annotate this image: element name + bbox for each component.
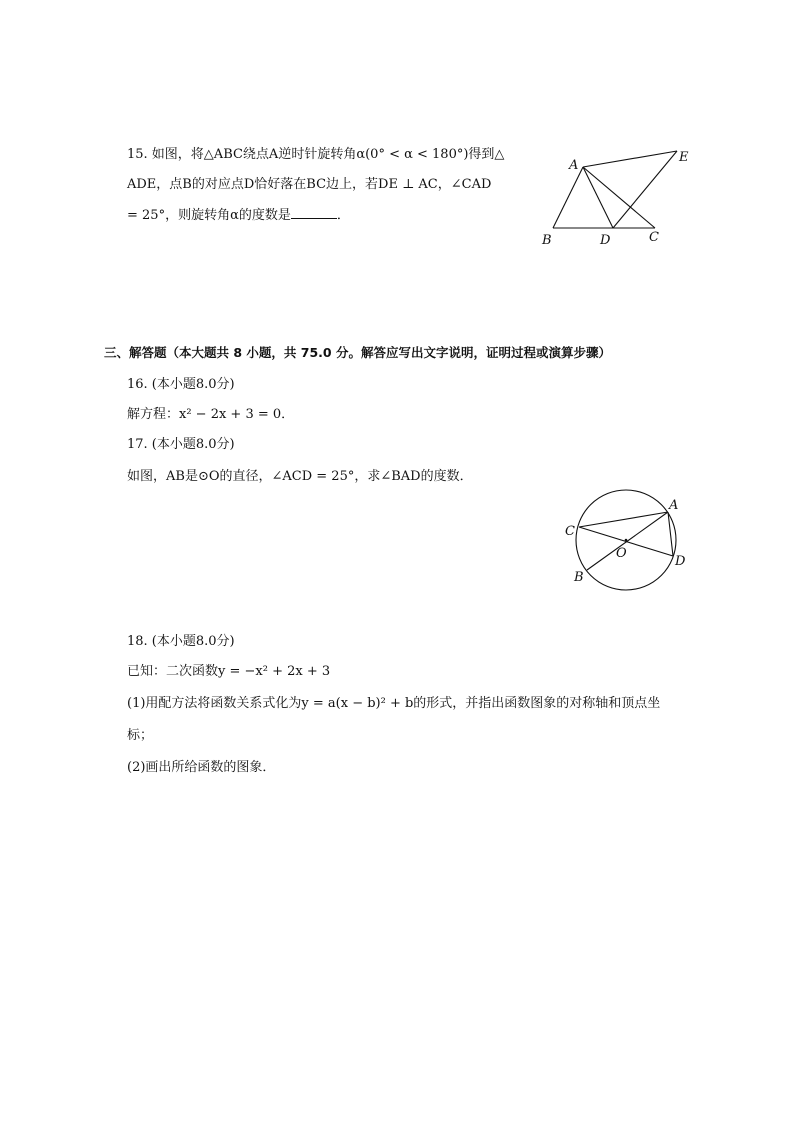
segment-ad — [583, 167, 613, 228]
label-c: C — [649, 230, 659, 245]
label-a: A — [669, 498, 679, 513]
q15-line-3-end: ． — [336, 208, 350, 223]
section-3-heading: 三、解答题（本大题共 8 小题，共 75.0 分。解答应写出文字说明，证明过程或演算步骤） — [104, 345, 611, 360]
q15-line-1: 15. 如图，将△ABC绕点A逆时针旋转角α(0° < α < 180°)得到△ — [127, 147, 505, 162]
segment-ad — [668, 512, 673, 556]
segment-ae — [583, 151, 677, 167]
q15-line-3-text: = 25°，则旋转角α的度数是 — [127, 208, 291, 223]
label-a: A — [569, 158, 579, 173]
center-point — [625, 539, 628, 542]
q17-circle-figure — [560, 485, 700, 595]
segment-ac — [583, 167, 655, 228]
q18-part-1-line-1: (1)用配方法将函数关系式化为y = a(x − b)² + b的形式，并指出函数图象的对称轴和顶点坐 — [127, 696, 661, 711]
segment-ab — [587, 512, 668, 570]
label-o: O — [616, 546, 627, 561]
label-e: E — [679, 150, 689, 165]
label-b: B — [574, 570, 584, 585]
q15-line-3 — [127, 206, 350, 225]
q18-part-2: (2)画出所给函数的图象． — [127, 760, 276, 775]
segment-de — [613, 151, 677, 228]
q16-header: 16. (本小题8.0分) — [127, 377, 235, 392]
label-c: C — [565, 524, 575, 539]
q18-given: 已知：二次函数y = −x² + 2x + 3 — [127, 664, 331, 679]
q15-line-2: ADE，点B的对应点D恰好落在BC边上，若DE ⊥ AC，∠CAD — [127, 177, 492, 192]
label-b: B — [542, 233, 552, 248]
q17-body: 如图，AB是⊙O的直径，∠ACD = 25°，求∠BAD的度数． — [127, 469, 473, 484]
label-d: D — [600, 233, 611, 248]
q18-header: 18. (本小题8.0分) — [127, 634, 235, 649]
q15-triangle-figure — [535, 140, 705, 250]
answer-blank — [291, 206, 337, 219]
segment-ca — [579, 512, 668, 527]
segment-ab — [553, 167, 583, 228]
label-d: D — [675, 554, 686, 569]
q17-header: 17. (本小题8.0分) — [127, 437, 235, 452]
q18-part-1-line-2: 标； — [127, 728, 154, 743]
q16-body: 解方程：x² − 2x + 3 = 0． — [127, 407, 295, 422]
